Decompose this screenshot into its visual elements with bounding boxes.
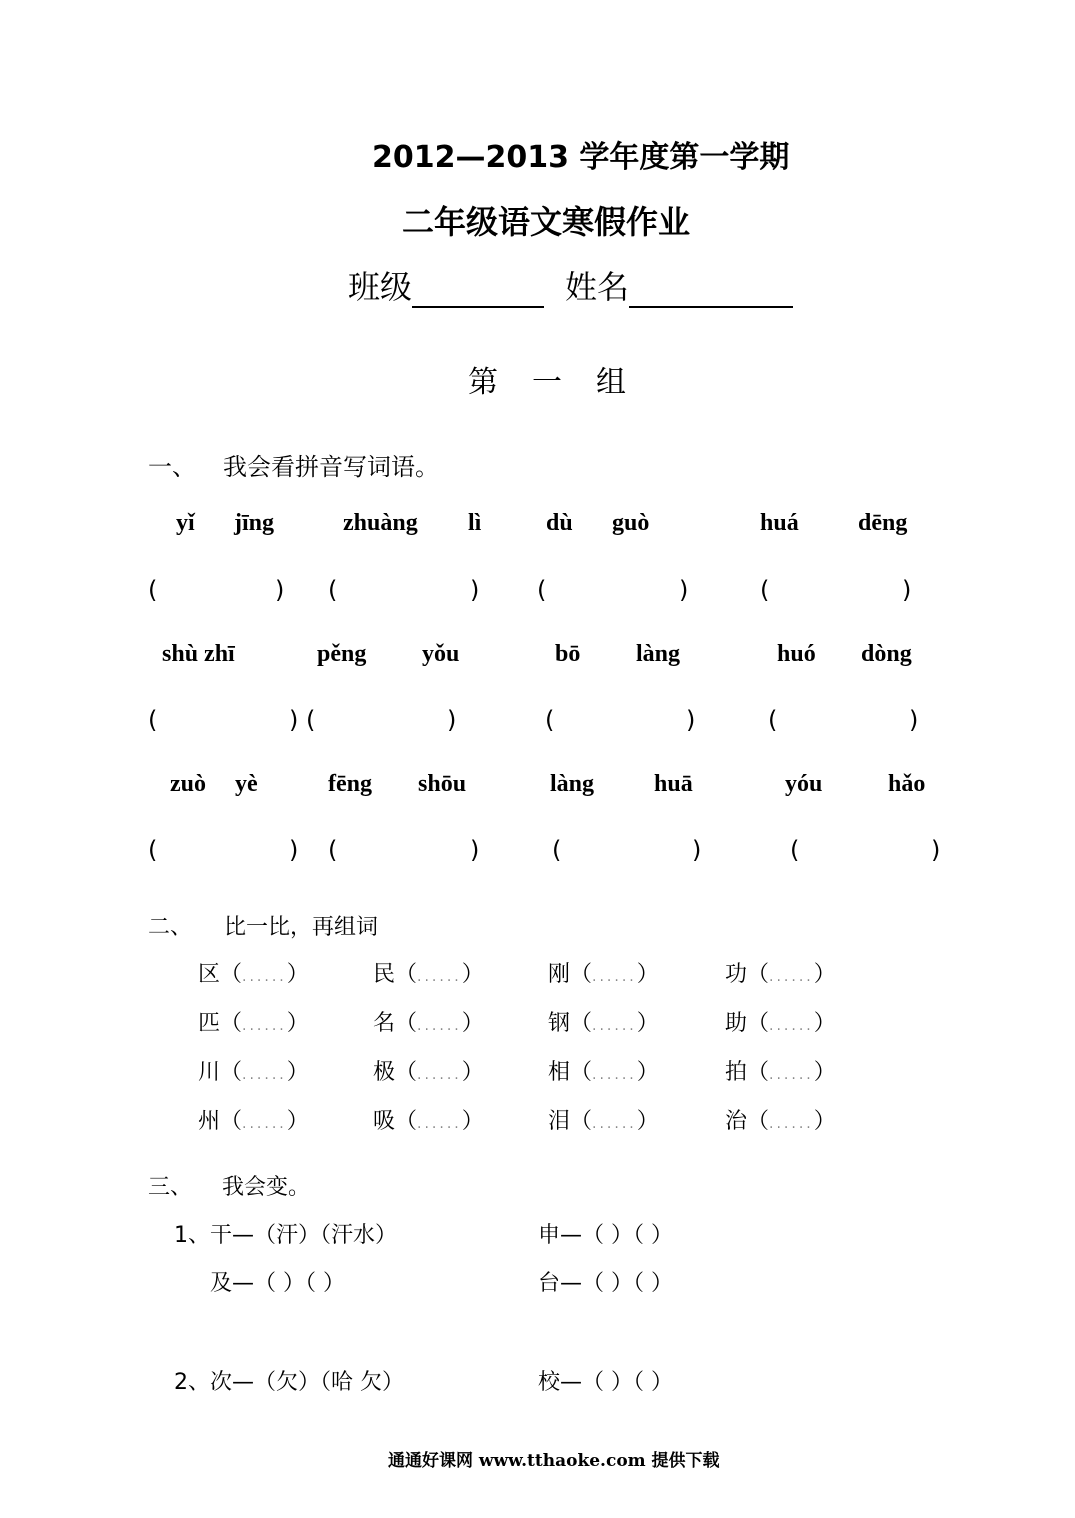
pinyin: zuò: [170, 771, 206, 797]
compare-char: 州: [198, 1109, 221, 1134]
name-field: [565, 262, 793, 308]
answer-paren-open: (: [148, 576, 158, 604]
answer-paren-close: ): [289, 836, 299, 864]
pinyin: jīng: [234, 510, 275, 536]
pinyin: yǒu: [422, 641, 460, 667]
compare-item: [198, 1104, 309, 1135]
compare-item: [725, 1006, 836, 1037]
answer-paren-open: (: [328, 576, 338, 604]
compare-blank[interactable]: （......）: [220, 962, 309, 987]
compare-item: [548, 1104, 659, 1135]
pinyin: dù: [546, 510, 573, 536]
answer-paren-close: ): [679, 576, 689, 604]
compare-blank[interactable]: （......）: [220, 1109, 309, 1134]
section1-number: 一、: [148, 453, 196, 481]
answer-paren-close: ): [902, 576, 912, 604]
pinyin: làng: [550, 771, 595, 797]
compare-item: [198, 1055, 309, 1086]
answer-paren-close: ) (: [289, 706, 316, 734]
compare-char: 相: [548, 1060, 571, 1085]
compare-char: 拍: [725, 1060, 748, 1085]
compare-char: 治: [725, 1109, 748, 1134]
transform-item: 申—（ ）（ ）: [538, 1223, 673, 1248]
pinyin: shōu: [418, 771, 467, 797]
compare-item: [548, 1055, 659, 1086]
compare-char: 泪: [548, 1109, 571, 1134]
title-line-1: 2012—2013 学年度第一学期: [372, 140, 790, 175]
compare-item: [373, 1055, 484, 1086]
pinyin: yǐ: [176, 510, 195, 536]
transform-item: 校—（ ）（ ）: [538, 1370, 673, 1395]
group-title: 第一组: [468, 365, 660, 400]
compare-blank[interactable]: （......）: [220, 1011, 309, 1036]
pinyin: làng: [636, 641, 681, 667]
pinyin: hǎo: [888, 771, 926, 797]
transform-item: 1、干—（汗）（汗水）: [174, 1223, 397, 1248]
compare-blank[interactable]: （......）: [747, 1060, 836, 1085]
compare-char: 匹: [198, 1011, 221, 1036]
compare-item: [373, 1104, 484, 1135]
section1-heading: 我会看拼音写词语。: [223, 453, 439, 481]
pinyin: fēng: [328, 771, 372, 797]
answer-paren-open: (: [545, 706, 555, 734]
compare-blank[interactable]: （......）: [570, 962, 659, 987]
compare-item: [548, 957, 659, 988]
name-label: 姓名: [565, 268, 630, 306]
pinyin: huá: [760, 510, 799, 536]
answer-paren-close: ): [275, 576, 285, 604]
pinyin: yè: [235, 771, 258, 797]
answer-paren-open: (: [537, 576, 547, 604]
section3-heading: 我会变。: [222, 1175, 311, 1200]
answer-paren-open: (: [328, 836, 338, 864]
answer-paren-close: ): [931, 836, 941, 864]
compare-char: 刚: [548, 962, 571, 987]
pinyin: shù zhī: [162, 641, 235, 667]
answer-paren-close: ): [447, 706, 457, 734]
compare-item: [373, 1006, 484, 1037]
compare-item: [198, 1006, 309, 1037]
compare-item: [548, 1006, 659, 1037]
pinyin: huó: [777, 641, 816, 667]
compare-blank[interactable]: （......）: [747, 962, 836, 987]
compare-blank[interactable]: （......）: [747, 1109, 836, 1134]
compare-char: 助: [725, 1011, 748, 1036]
pinyin: yóu: [785, 771, 823, 797]
pinyin: dòng: [861, 641, 912, 667]
compare-blank[interactable]: （......）: [570, 1011, 659, 1036]
pinyin: guò: [612, 510, 650, 536]
class-blank[interactable]: [412, 276, 544, 308]
compare-blank[interactable]: （......）: [220, 1060, 309, 1085]
title-line-2: 二年级语文寒假作业: [402, 203, 691, 241]
answer-paren-close: ): [909, 706, 919, 734]
pinyin: bō: [555, 641, 581, 667]
answer-paren-open: (: [148, 836, 158, 864]
compare-blank[interactable]: （......）: [570, 1060, 659, 1085]
class-field: [348, 262, 544, 308]
pinyin: pěng: [317, 641, 367, 667]
answer-paren-close: ): [686, 706, 696, 734]
compare-item: [725, 957, 836, 988]
compare-blank[interactable]: （......）: [395, 1109, 484, 1134]
pinyin: dēng: [858, 510, 908, 536]
answer-paren-open: (: [148, 706, 158, 734]
compare-blank[interactable]: （......）: [395, 1060, 484, 1085]
transform-item: 2、次—（欠）（哈 欠）: [174, 1370, 404, 1395]
answer-paren-close: ): [470, 836, 480, 864]
pinyin: huā: [654, 771, 693, 797]
section2-number: 二、: [148, 915, 193, 940]
compare-char: 区: [198, 962, 221, 987]
transform-item: 台—（ ）（ ）: [538, 1271, 673, 1296]
answer-paren-open: (: [790, 836, 800, 864]
answer-paren-open: (: [760, 576, 770, 604]
compare-blank[interactable]: （......）: [570, 1109, 659, 1134]
compare-char: 民: [373, 962, 396, 987]
compare-item: [198, 957, 309, 988]
transform-item: 及—（ ）（ ）: [210, 1271, 345, 1296]
compare-blank[interactable]: （......）: [395, 1011, 484, 1036]
footer-text: 通通好课网 www.tthaoke.com 提供下载: [388, 1451, 720, 1471]
answer-paren-close: ): [470, 576, 480, 604]
pinyin: lì: [468, 510, 482, 536]
answer-paren-open: (: [552, 836, 562, 864]
section2-heading: 比一比，再组词: [224, 915, 379, 940]
pinyin: zhuàng: [343, 510, 418, 536]
answer-paren-open: (: [768, 706, 778, 734]
compare-char: 极: [373, 1060, 396, 1085]
compare-item: [373, 957, 484, 988]
compare-item: [725, 1055, 836, 1086]
compare-char: 川: [198, 1060, 221, 1085]
section3-number: 三、: [148, 1175, 193, 1200]
compare-char: 钢: [548, 1011, 571, 1036]
compare-char: 功: [725, 962, 748, 987]
answer-paren-close: ): [692, 836, 702, 864]
compare-blank[interactable]: （......）: [747, 1011, 836, 1036]
class-label: 班级: [348, 268, 413, 306]
compare-blank[interactable]: （......）: [395, 962, 484, 987]
compare-char: 名: [373, 1011, 396, 1036]
compare-item: [725, 1104, 836, 1135]
name-blank[interactable]: [629, 276, 793, 308]
compare-char: 吸: [373, 1109, 396, 1134]
